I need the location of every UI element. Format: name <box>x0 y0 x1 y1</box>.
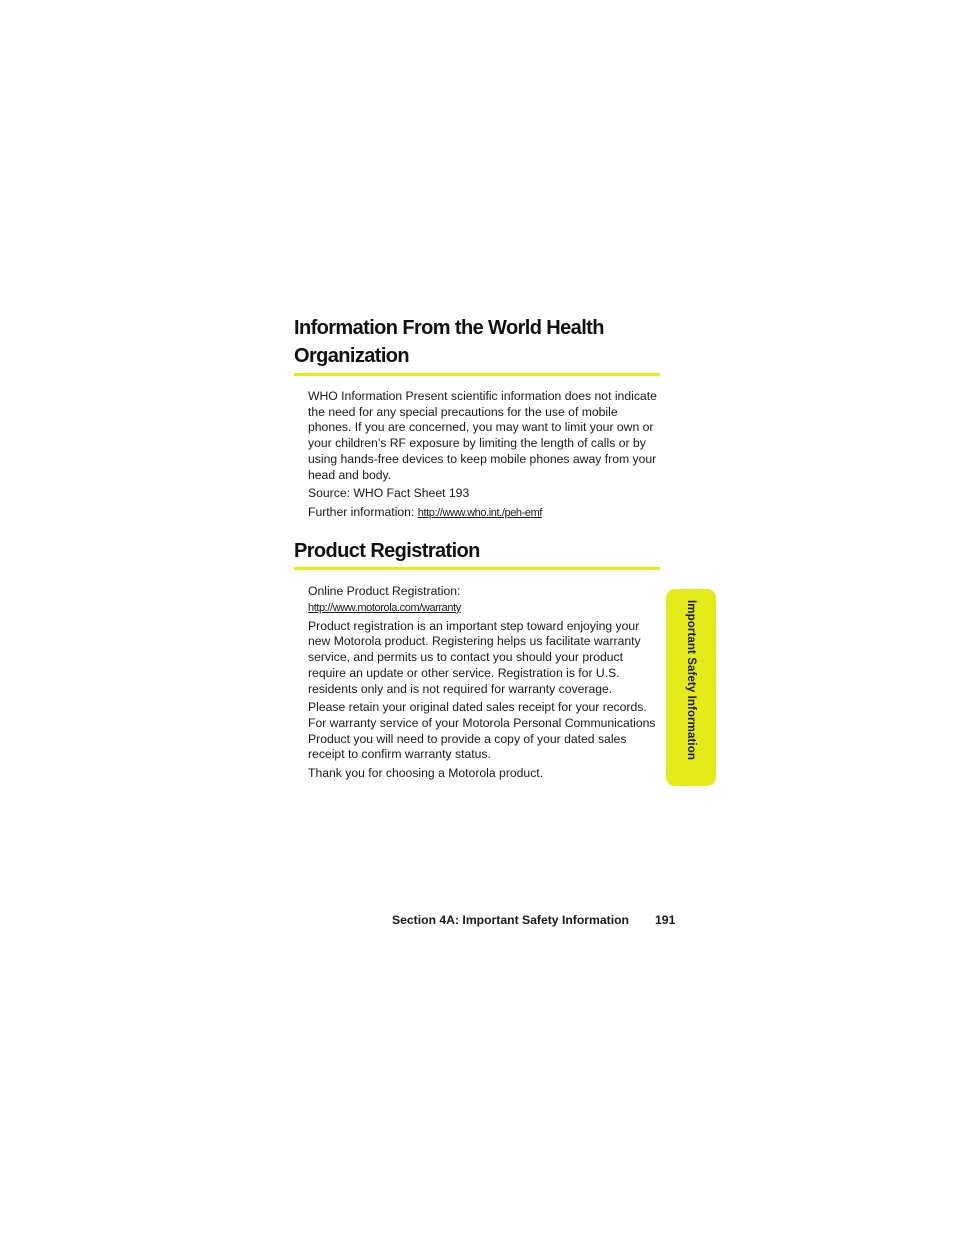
registration-section-heading: Product Registration <box>294 540 480 562</box>
online-registration-link[interactable]: http://www.motorola.com/warranty <box>308 601 461 614</box>
footer-section-title: Section 4A: Important Safety Information <box>392 913 630 927</box>
page-footer <box>392 912 692 928</box>
who-heading-rule <box>294 373 660 376</box>
online-registration-link-line <box>308 600 660 616</box>
who-paragraph: WHO Information Present scientific information does not indicate the need for any special precautions for the use of mobile phones. If you are concerned, you may want to limit your own or your children’s RF exposure by limiting the length of calls or by using hands-free devices to keep mobile phones away from your head and body. <box>308 389 657 482</box>
section-side-tab <box>666 589 716 786</box>
who-section-body <box>308 389 660 525</box>
registration-paragraph-3: Thank you for choosing a Motorola product. <box>308 766 544 781</box>
who-further-label: Further information: <box>308 504 418 519</box>
who-further-information <box>308 505 660 522</box>
who-section-heading: Information From the World Health Organization <box>294 317 604 367</box>
page-number: 191 <box>655 913 676 927</box>
who-source: Source: WHO Fact Sheet 193 <box>308 486 470 501</box>
registration-paragraph-1: Product registration is an important step toward enjoying your new Motorola product. Registering helps us facilitate warranty service, and permits us to contact you should your product require an update or other service. Registration is for U.S. residents only and is not required for warranty coverage. <box>308 618 641 696</box>
online-registration-label: Online Product Registration: <box>308 584 461 598</box>
who-further-link[interactable]: http://www.who.int./peh-emf <box>417 506 543 519</box>
side-tab-label: Important Safety Information <box>685 600 697 760</box>
registration-section-body <box>308 584 660 785</box>
registration-heading-rule <box>294 567 660 570</box>
registration-paragraph-2: Please retain your original dated sales receipt for your records. For warranty service of your Motorola Personal Communications Product you will need to provide a copy of your dated sales receipt to confirm warranty status. <box>308 700 656 762</box>
